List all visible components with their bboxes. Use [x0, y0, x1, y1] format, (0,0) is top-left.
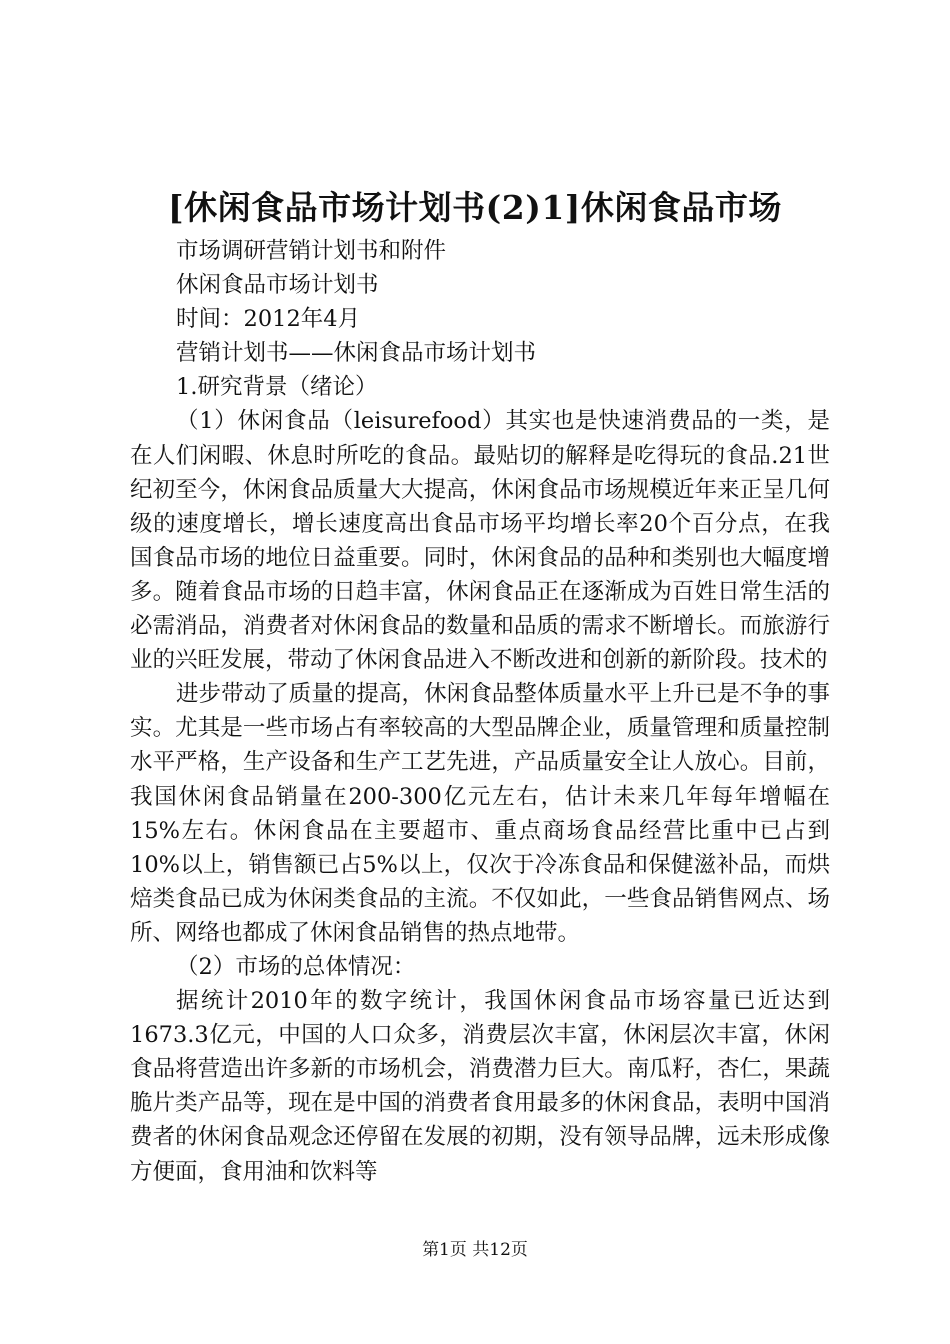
header-line-plan-title: 营销计划书——休闲食品市场计划书 [176, 340, 537, 367]
document-title: [休闲食品市场计划书(2)1]休闲食品市场 [168, 188, 782, 227]
paragraph-leisure-food-intro: （1）休闲食品（leisurefood）其实也是快速消费品的一类，是在人们闲暇、休息时所吃的食品。最贴切的解释是吃得玩的食品.21世纪初至今，休闲食品质量大大提高，休闲食品市场规模近年来正呈几何级的速度增长，增长速度高出食品市场平均增长率20个百分点，在我国食品市场的地位日益重要。同时，休闲食品的品种和类别也大幅度增多。随着食品市场的日趋丰富，休闲食品正在逐渐成为百姓日常生活的必需消品，消费者对休闲食品的数量和品质的需求不断增长。而旅游行业的兴旺发展，带动了休闲食品进入不断改进和创新的新阶段。技术的 [130, 408, 830, 674]
header-line-plan-name: 休闲食品市场计划书 [176, 272, 379, 299]
document-body [130, 234, 830, 1189]
header-line-subtitle: 市场调研营销计划书和附件 [176, 238, 447, 264]
paragraph-quality-progress: 进步带动了质量的提高，休闲食品整体质量水平上升已是不争的事实。尤其是一些市场占有率较高的大型品牌企业，质量管理和质量控制水平严格，生产设备和生产工艺先进，产品质量安全让人放心。目前，我国休闲食品销量在200-300亿元左右，估计未来几年每年增幅在15%左右。休闲食品在主要超市、重点商场食品经营比重中已占到10%以上，销售额已占5%以上，仅次于冷冻食品和保健滋补品，而烘焙类食品已成为休闲类食品的主流。不仅如此，一些食品销售网点、场所、网络也都成了休闲食品销售的热点地带。 [130, 681, 830, 946]
paragraph-market-overview-heading: （2）市场的总体情况： [176, 953, 416, 980]
section-heading-background: 1.研究背景（绪论） [176, 374, 378, 401]
page-footer: 第1页 共12页 [422, 1240, 528, 1260]
header-line-date: 时间：2012年4月 [176, 306, 361, 333]
paragraph-market-statistics: 据统计2010年的数字统计，我国休闲食品市场容量已近达到1673.3亿元，中国的人口众多，消费层次丰富，休闲层次丰富，休闲食品将营造出许多新的市场机会，消费潜力巨大。南瓜籽，杏仁，果蔬脆片类产品等，现在是中国的消费者食用最多的休闲食品，表明中国消费者的休闲食品观念还停留在发展的初期，没有领导品牌，远未形成像方便面，食用油和饮料等 [130, 988, 830, 1185]
